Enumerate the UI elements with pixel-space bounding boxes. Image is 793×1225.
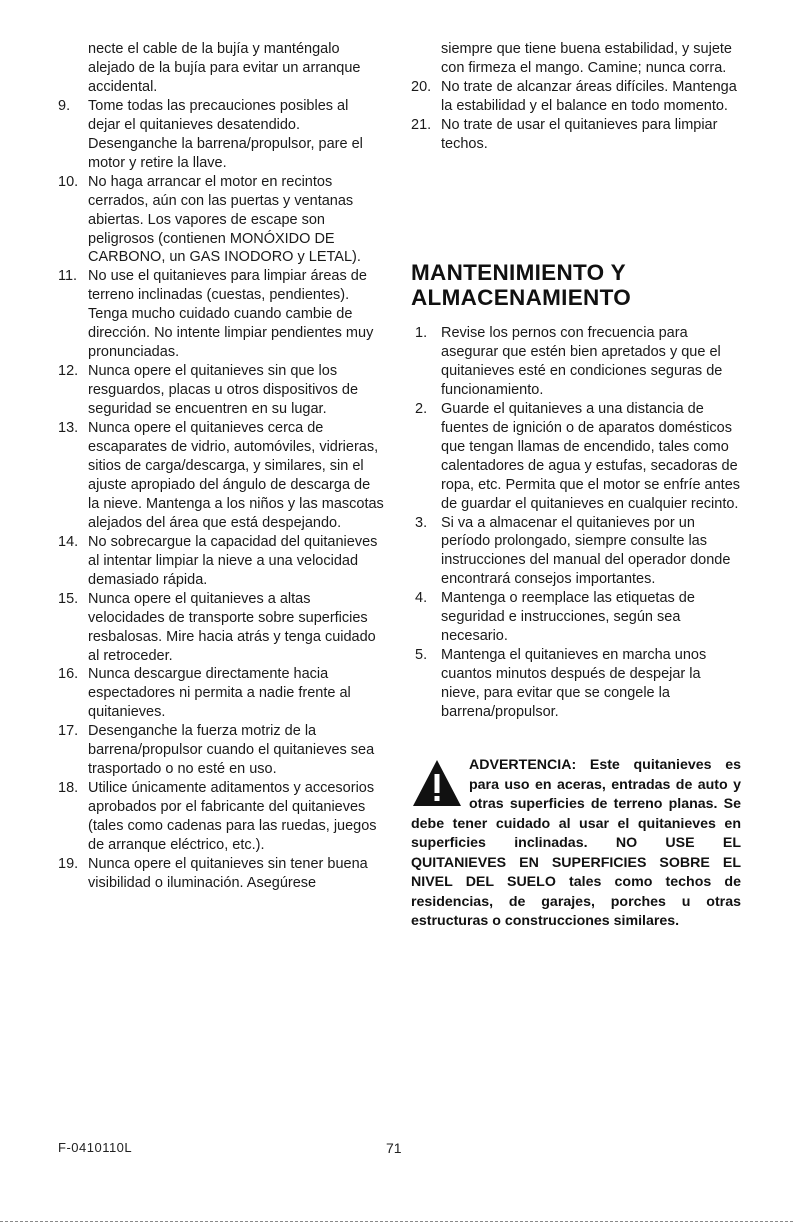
item-number: 12. [58,363,79,380]
list-item [58,40,384,97]
list-item [58,97,384,173]
continuation-text: siempre que tiene buena estabilidad, y sujete con firmeza el mango. Camine; nunca corra. [441,41,732,76]
item-text: Nunca opere el quitanieves sin que los resguardos, placas u otros dispositivos de seguridad se encuentren en su lugar. [88,363,359,418]
item-number: 10. [58,173,79,190]
safety-list-continued [411,78,741,154]
list-item [58,590,384,666]
item-number: 17. [58,723,79,740]
item-number: 11. [58,268,78,285]
section-title-line1: MANTENIMIENTO Y [411,260,626,285]
list-item [411,324,741,400]
continuation-text: necte el cable de la bujía y manténgalo alejado de la bujía para evitar un arranque accidental. [88,41,361,95]
item-number: 3. [415,514,428,531]
warning-triangle-icon [411,758,463,808]
list-item [411,514,741,590]
item-text: Nunca descargue directamente hacia espectadores ni permita a nadie frente al quitanieves. [88,666,351,721]
right-column [411,40,741,154]
item-text: Mantenga o reemplace las etiquetas de seguridad e instrucciones, según sea necesario. [441,590,695,645]
list-item [411,589,741,646]
item-number: 2. [415,400,428,417]
list-item [411,78,741,116]
left-column [58,40,384,893]
item-number: 15. [58,590,79,607]
item-number: 21. [411,116,432,133]
page-edge-rule [0,1221,793,1222]
list-item [58,419,384,533]
list-item [58,722,384,779]
warning-text: ADVERTENCIA: Este quitanieves es para uso en aceras, entradas de auto y otras superficies de terreno planas. Se debe tener cuidado al usar el quitanieves en superficies inclinadas. NO USE EL QUITANIEVES EN SUPERFICIES SOBRE EL NIVEL DEL SUELO tales como techos de residencias, de garajes, porches u otras estructuras o construcciones similares. [411,757,741,929]
safety-list [58,97,384,893]
item-number: 4. [415,590,428,607]
list-item [58,533,384,590]
list-item [58,779,384,855]
item-number: 16. [58,666,79,683]
list-item [411,116,741,154]
item-text: Si va a almacenar el quitanieves por un período prolongado, siempre consulte las instrucciones del manual del operador donde encontrará consejos importantes. [441,514,731,588]
page-number: 71 [386,1140,402,1156]
item-number: 1. [415,325,428,341]
list-item [58,173,384,268]
section-title-line2: ALMACENAMIENTO [411,285,632,310]
list-item [58,855,384,893]
item-text: Guarde el quitanieves a una distancia de fuentes de ignición o de aparatos domésticos que tengan llamas de encendido, tales como calentadores de agua y estufas, secadoras de ropa, etc. Permita que el motor se enfríe antes de guardar el quitanieves en cualquier recinto. [441,400,741,512]
item-number: 20. [411,78,432,95]
item-text: Nunca opere el quitanieves sin tener buena visibilidad o iluminación. Asegúrese [88,855,368,891]
item-number: 9. [58,97,71,114]
item-number: 19. [58,855,79,872]
item-text: Nunca opere el quitanieves cerca de escaparates de vidrio, automóviles, vidrieras, sitios de carga/descarga, y similares, sin el ajuste apropiado del ángulo de descarga de la nieve. Mantenga a los niños y las mascotas alejados del área que está despejando. [88,420,384,531]
list-item [58,362,384,419]
list-item [411,40,741,78]
document-code: F-0410110L [58,1140,133,1155]
item-text: Mantenga el quitanieves en marcha unos cuantos minutos después de despejar la nieve, para evitar que se congele la barrena/propulsor. [441,647,707,721]
item-number: 5. [415,647,428,664]
list-item [411,400,741,514]
item-text: No trate de usar el quitanieves para limpiar techos. [441,116,718,152]
item-number: 18. [58,780,79,797]
list-item [58,267,384,362]
list-item [411,646,741,722]
item-text: Revise los pernos con frecuencia para asegurar que estén bien apretados y que el quitanieves esté en condiciones seguras de funcionamiento. [441,325,723,398]
warning-box [411,756,741,932]
item-number: 14. [58,533,79,550]
item-number: 13. [58,420,79,437]
item-text: No haga arrancar el motor en recintos cerrados, aún con las puertas y ventanas abiertas. Los vapores de escape son peligrosos (contienen MONÓXIDO DE CARBONO, un GAS INODORO y LETAL). [88,173,361,266]
list-item [58,665,384,722]
item-text: No use el quitanieves para limpiar áreas de terreno inclinadas (cuestas, pendientes). Tenga mucho cuidado cuando cambie de dirección. No intente limpiar pendientes muy pronunciadas. [88,268,374,361]
section-title [411,260,751,310]
item-text: Desenganche la fuerza motriz de la barrena/propulsor cuando el quitanieves sea trasportado o no esté en uso. [88,723,375,778]
item-text: Nunca opere el quitanieves a altas velocidades de transporte sobre superficies resbalosas. Mire hacia atrás y tenga cuidado al retroceder. [88,590,376,664]
item-text: Utilice únicamente aditamentos y accesorios aprobados por el fabricante del quitanieves (tales como cadenas para las ruedas, juegos de arranque eléctrico, etc.). [88,780,377,854]
item-text: Tome todas las precauciones posibles al dejar el quitanieves desatendido. Desenganche la barrena/propulsor, pare el motor y retire la llave. [88,97,363,171]
item-text: No sobrecargue la capacidad del quitanieves al intentar limpiar la nieve a una velocidad demasiado rápida. [88,533,378,588]
maintenance-list [411,324,741,722]
item-text: No trate de alcanzar áreas difíciles. Mantenga la estabilidad y el balance en todo momento. [441,78,737,114]
